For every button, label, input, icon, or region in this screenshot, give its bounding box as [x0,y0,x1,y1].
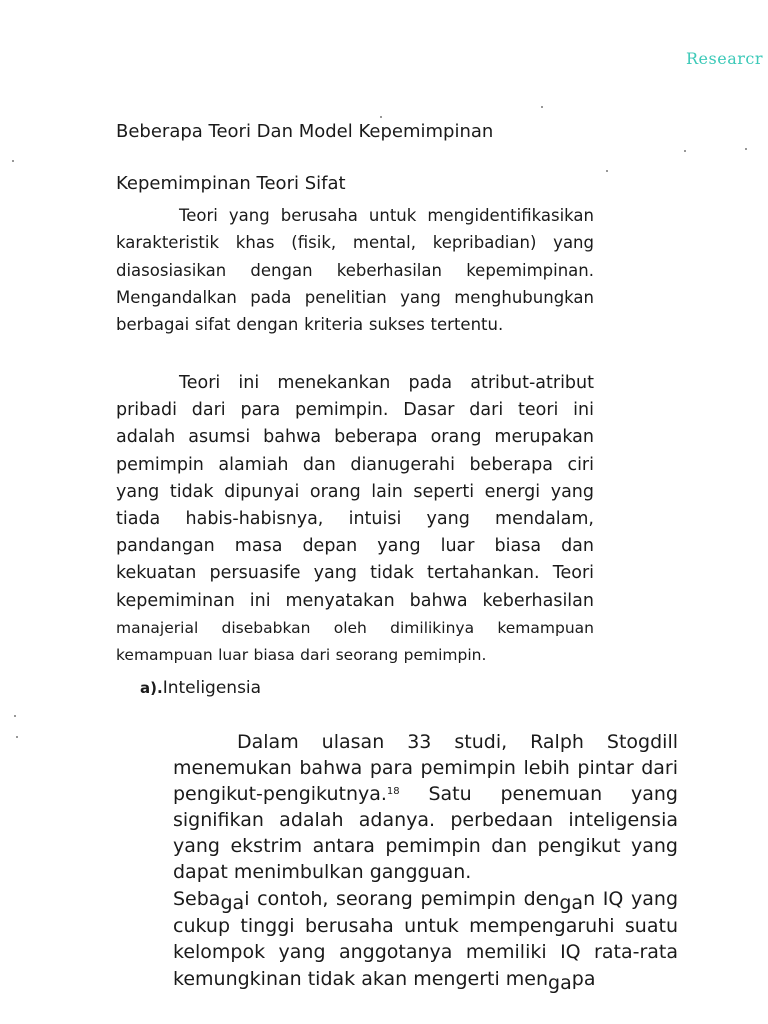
paragraph-2 [116,370,594,669]
scan-speck [380,116,382,118]
scan-speck [16,736,18,738]
paragraph-4-seg3: i contoh, seorang pemimpin den [244,888,560,910]
section-title: Kepemimpinan Teori Sifat [116,173,346,194]
subheading-text: Inteligensia [162,678,262,698]
paragraph-1: Teori yang berusaha untuk mengidentifikasikan karakteristik khas (fisik, mental, kepribadian) yang diasosiasikan dengan keberhasilan kepemimpinan. Mengandalkan pada penelitian yang menghubungkan berbagai sifat dengan kriteria sukses tertentu. [116,206,594,335]
paragraph-2-tail: manajerial disebabkan oleh dimilikinya kemampuan kemampuan luar biasa dari seorang pemimpin. [116,618,594,665]
paragraph-4-seg6: ga [548,971,572,994]
watermark-text: Researcr [686,49,763,68]
document-title: Beberapa Teori Dan Model Kepemimpinan [116,121,494,142]
scan-speck [745,148,747,150]
scan-speck [606,170,608,172]
paragraph-4-seg5: n IQ yang cukup tinggi berusaha untuk mempengaruhi suatu kelompok yang anggotanya memiliki IQ rata-rata kemungkinan tidak akan mengerti men [173,888,679,990]
scan-speck [684,150,686,152]
subheading-inteligensia [140,678,261,698]
paragraph-4-seg7: pa [571,967,596,990]
scan-speck [12,160,14,162]
paragraph-3-text-continued: Satu penemuan yang signifikan adalah adanya. perbedaan inteligensia yang ekstrim antara pemimpin dan pengikut yang dapat menimbulkan gangguan. [173,783,678,883]
paragraph-4-seg4: ga [559,892,584,914]
paragraph-3 [173,729,678,885]
footnote-reference: 18 [386,786,400,797]
paragraph-2-main: Teori ini menekankan pada atribut-atribut pribadi dari para pemimpin. Dasar dari teori ini adalah asumsi bahwa beberapa orang merupakan pemimpin alamiah dan dianugerahi beberapa ciri yang tidak dipunyai orang lain seperti energi yang tiada habis-habisnya, intuisi yang mendalam, pandangan masa depan yang luar biasa dan kekuatan persuasife yang tidak tertahankan. Teori kepemiminan ini menyatakan bahwa keberhasilan [116,373,594,611]
paragraph-4 [173,886,678,992]
subheading-marker: a). [140,679,163,697]
paragraph-4-seg1: Seba [173,888,221,910]
paragraph-3-text: Dalam ulasan 33 studi, Ralph Stogdill menemukan bahwa para pemimpin lebih pintar dari pengikut-pengikutnya. [173,731,678,805]
scan-speck [541,106,543,108]
scan-speck [14,715,16,717]
paragraph-4-seg2: ga [220,892,245,914]
